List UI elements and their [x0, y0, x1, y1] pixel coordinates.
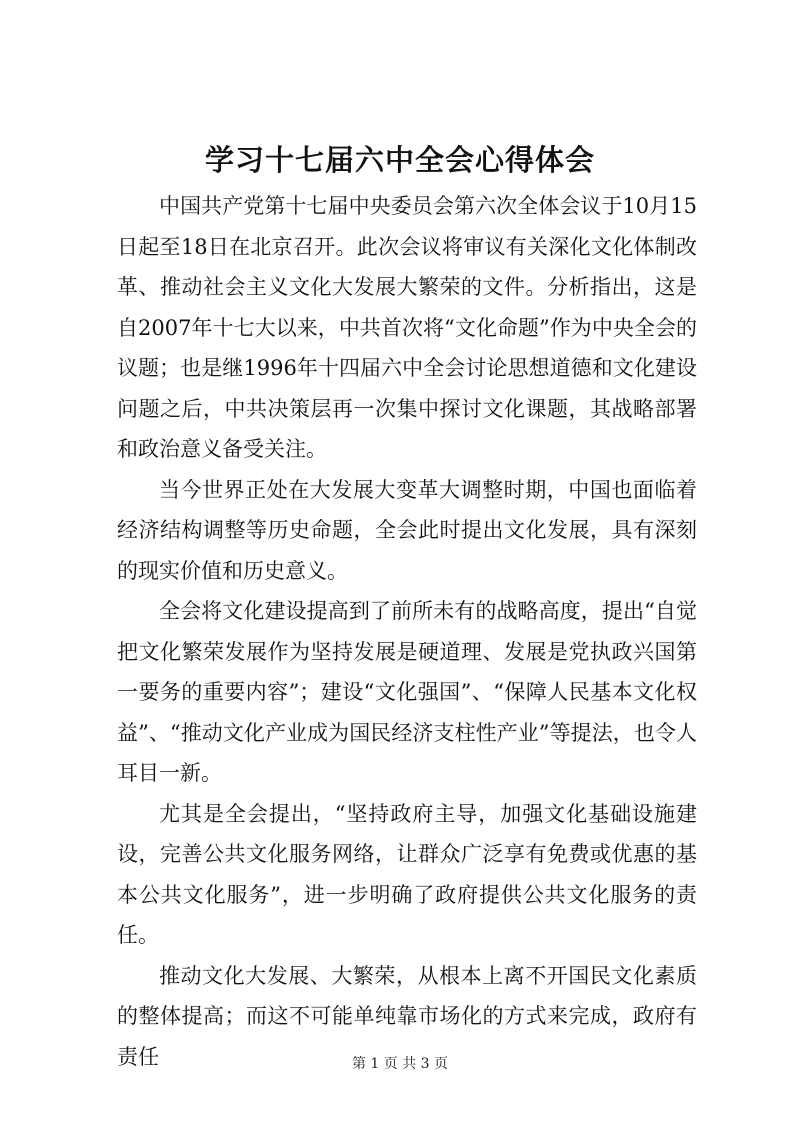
paragraph-2: 当今世界正处在大发展大变革大调整时期，中国也面临着经济结构调整等历史命题，全会此时提出文化发展，具有深刻的现实价值和历史意义。 [117, 477, 697, 583]
paragraph-1: 中国共产党第十七届中央委员会第六次全体会议于10月15日起至18日在北京召开。此次会议将审议有关深化文化体制改革、推动社会主义文化大发展大繁荣的文件。分析指出，这是自2007年十七大以来，中共首次将“文化命题”作为中央全会的议题；也是继1996年十四届六中全会讨论思想道德和文化建设问题之后，中共决策层再一次集中探讨文化课题，其战略部署和政治意义备受关注。 [117, 194, 697, 461]
paragraph-3: 全会将文化建设提高到了前所未有的战略高度，提出“自觉把文化繁荣发展作为坚持发展是硬道理、发展是党执政兴国第一要务的重要内容”；建设“文化强国”、“保障人民基本文化权益”、“推动文化产业成为国民经济支柱性产业”等提法，也令人耳目一新。 [117, 599, 697, 785]
document-body [117, 186, 697, 1077]
document-title: 学习十七届六中全会心得体会 [204, 143, 595, 177]
paragraph-4: 尤其是全会提出，“坚持政府主导，加强文化基础设施建设，完善公共文化服务网络，让群众广泛享有免费或优惠的基本公共文化服务”，进一步明确了政府提供公共文化服务的责任。 [117, 801, 697, 947]
page-number-footer: 第 1 页 共 3 页 [351, 1056, 449, 1072]
paragraph-5: 推动文化大发展、大繁荣，从根本上离不开国民文化素质的整体提高；而这不可能单纯靠市场化的方式来完成，政府有责任 [117, 963, 697, 1069]
